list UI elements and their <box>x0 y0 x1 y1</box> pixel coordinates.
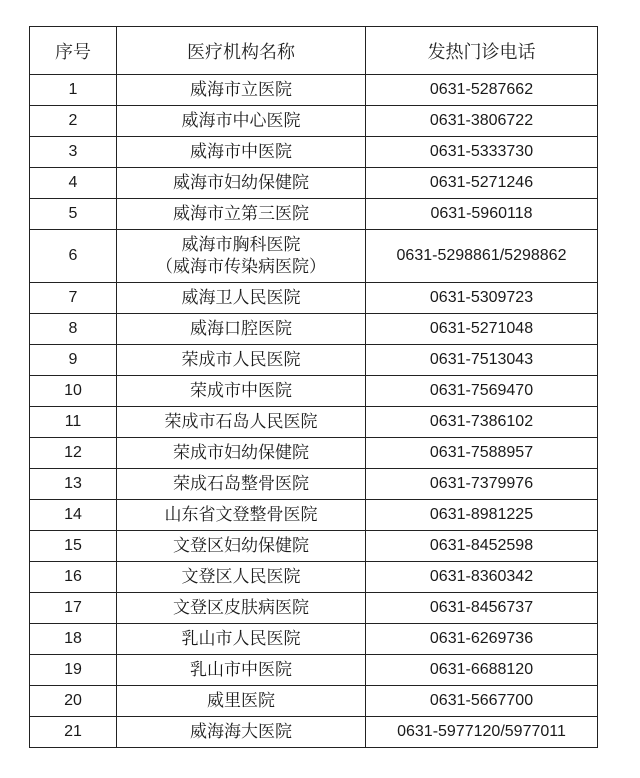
header-phone: 发热门诊电话 <box>366 27 598 75</box>
table-row <box>30 469 598 500</box>
row-phone: 0631-5271048 <box>366 314 598 345</box>
row-name-line2: （威海市传染病医院） <box>156 257 326 277</box>
row-name: 荣成市妇幼保健院 <box>117 438 366 469</box>
row-phone: 0631-7588957 <box>366 438 598 469</box>
row-phone: 0631-5960118 <box>366 199 598 230</box>
row-phone: 0631-5271246 <box>366 168 598 199</box>
table-row <box>30 624 598 655</box>
table-row <box>30 168 598 199</box>
row-name: 威海市立第三医院 <box>117 199 366 230</box>
row-seq: 2 <box>30 106 117 137</box>
row-seq: 9 <box>30 345 117 376</box>
row-seq: 13 <box>30 469 117 500</box>
table-row <box>30 531 598 562</box>
table-row <box>30 106 598 137</box>
table-row <box>30 500 598 531</box>
table-row <box>30 75 598 106</box>
row-name-line1: 威海市胸科医院 <box>181 235 301 255</box>
row-name: 威里医院 <box>117 686 366 717</box>
row-name: 文登区皮肤病医院 <box>117 593 366 624</box>
row-name: 威海口腔医院 <box>117 314 366 345</box>
table-row <box>30 283 598 314</box>
row-seq: 21 <box>30 717 117 748</box>
row-seq: 20 <box>30 686 117 717</box>
row-phone: 0631-5333730 <box>366 137 598 168</box>
row-name <box>117 230 366 283</box>
row-phone: 0631-7379976 <box>366 469 598 500</box>
table-row <box>30 199 598 230</box>
row-phone: 0631-5298861/5298862 <box>366 230 598 283</box>
row-name: 荣成市中医院 <box>117 376 366 407</box>
row-phone: 0631-7569470 <box>366 376 598 407</box>
row-name: 威海市立医院 <box>117 75 366 106</box>
row-seq: 18 <box>30 624 117 655</box>
table-body <box>30 75 598 748</box>
table-row <box>30 230 598 283</box>
row-phone: 0631-8452598 <box>366 531 598 562</box>
row-phone: 0631-8981225 <box>366 500 598 531</box>
row-phone: 0631-7513043 <box>366 345 598 376</box>
row-phone: 0631-5667700 <box>366 686 598 717</box>
row-phone: 0631-5309723 <box>366 283 598 314</box>
row-seq: 12 <box>30 438 117 469</box>
row-seq: 7 <box>30 283 117 314</box>
row-seq: 8 <box>30 314 117 345</box>
row-phone: 0631-7386102 <box>366 407 598 438</box>
hospital-fever-clinic-table <box>29 26 598 748</box>
row-name: 乳山市人民医院 <box>117 624 366 655</box>
header-row <box>30 27 598 75</box>
table-row <box>30 314 598 345</box>
table-row <box>30 655 598 686</box>
row-phone: 0631-8456737 <box>366 593 598 624</box>
row-name: 乳山市中医院 <box>117 655 366 686</box>
table-row <box>30 686 598 717</box>
table-row <box>30 438 598 469</box>
row-phone: 0631-8360342 <box>366 562 598 593</box>
row-seq: 6 <box>30 230 117 283</box>
row-name: 山东省文登整骨医院 <box>117 500 366 531</box>
row-name: 荣成市石岛人民医院 <box>117 407 366 438</box>
row-seq: 4 <box>30 168 117 199</box>
row-name: 文登区人民医院 <box>117 562 366 593</box>
row-seq: 17 <box>30 593 117 624</box>
row-seq: 14 <box>30 500 117 531</box>
table-row <box>30 137 598 168</box>
table-row <box>30 562 598 593</box>
row-name: 威海卫人民医院 <box>117 283 366 314</box>
row-phone: 0631-6688120 <box>366 655 598 686</box>
row-phone: 0631-6269736 <box>366 624 598 655</box>
table-row <box>30 345 598 376</box>
row-name: 威海海大医院 <box>117 717 366 748</box>
row-seq: 11 <box>30 407 117 438</box>
row-name: 威海市中医院 <box>117 137 366 168</box>
row-name: 荣成石岛整骨医院 <box>117 469 366 500</box>
row-seq: 1 <box>30 75 117 106</box>
table-row <box>30 376 598 407</box>
row-phone: 0631-3806722 <box>366 106 598 137</box>
header-seq: 序号 <box>30 27 117 75</box>
row-seq: 3 <box>30 137 117 168</box>
row-phone: 0631-5977120/5977011 <box>366 717 598 748</box>
header-name: 医疗机构名称 <box>117 27 366 75</box>
row-seq: 16 <box>30 562 117 593</box>
row-name: 文登区妇幼保健院 <box>117 531 366 562</box>
row-seq: 5 <box>30 199 117 230</box>
row-name: 荣成市人民医院 <box>117 345 366 376</box>
row-seq: 19 <box>30 655 117 686</box>
row-phone: 0631-5287662 <box>366 75 598 106</box>
table-row <box>30 717 598 748</box>
table-row <box>30 593 598 624</box>
table-row <box>30 407 598 438</box>
row-seq: 10 <box>30 376 117 407</box>
row-name: 威海市妇幼保健院 <box>117 168 366 199</box>
row-name: 威海市中心医院 <box>117 106 366 137</box>
row-seq: 15 <box>30 531 117 562</box>
